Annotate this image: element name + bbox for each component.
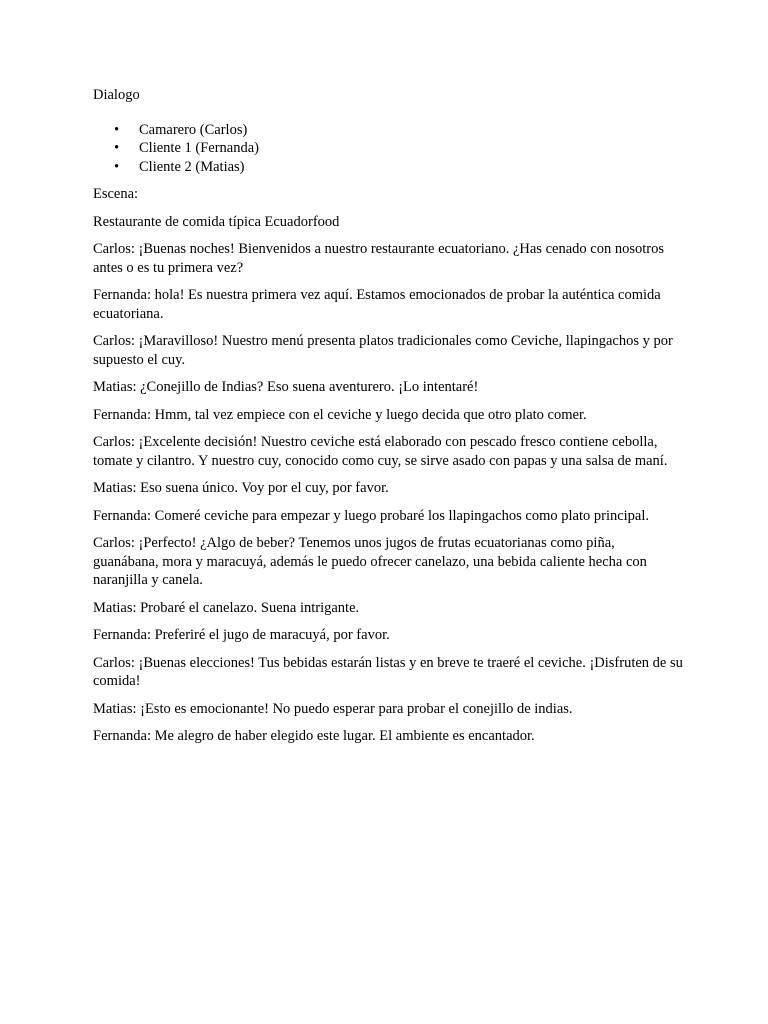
dialogue-line: Matias: Probaré el canelazo. Suena intrigante.	[93, 599, 360, 616]
dialogue-line: Fernanda: Comeré ceviche para empezar y luego probaré los llapingachos como plato principal.	[93, 507, 650, 524]
bullet-icon: •	[114, 158, 120, 175]
dialogue-line: Carlos: ¡Excelente decisión! Nuestro ceviche está elaborado con pescado fresco contiene cebolla, tomate y cilantro. Y nuestro cuy, conocido como cuy, se sirve asado con papas y una salsa de maní.	[93, 434, 668, 469]
dialogue-line: Fernanda: Preferiré el jugo de maracuyá, por favor.	[93, 627, 390, 643]
dialogue-line: Carlos: ¡Buenas noches! Bienvenidos a nuestro restaurante ecuatoriano. ¿Has cenado con nosotros antes o es tu primera vez?	[93, 241, 664, 276]
document-body	[93, 86, 683, 755]
dialogue-line: Carlos: ¡Buenas elecciones! Tus bebidas estarán listas y en breve te traeré el ceviche. ¡Disfruten de su comida!	[93, 654, 683, 689]
scene-label: Escena:	[93, 186, 139, 202]
dialogue-line: Matias: ¡Esto es emocionante! No puedo esperar para probar el conejillo de indias.	[93, 700, 573, 717]
dialogue-line: Carlos: ¡Perfecto! ¿Algo de beber? Tenemos unos jugos de frutas ecuatorianas como piña, guanábana, mora y maracuyá, además le puedo ofrecer canelazo, una bebida caliente hecha con naranjilla y canela.	[93, 535, 647, 588]
character-list	[93, 121, 683, 177]
bullet-icon: •	[114, 140, 120, 156]
document-title: Dialogo	[93, 87, 140, 103]
dialogue-line: Fernanda: Hmm, tal vez empiece con el ceviche y luego decida que otro plato comer.	[93, 406, 587, 423]
list-item	[93, 139, 683, 158]
scene-description: Restaurante de comida típica Ecuadorfood	[93, 213, 340, 230]
character-name: Cliente 1 (Fernanda)	[139, 140, 259, 156]
dialogue-line: Matias: ¿Conejillo de Indias? Eso suena aventurero. ¡Lo intentaré!	[93, 379, 479, 395]
dialogue-line: Fernanda: hola! Es nuestra primera vez aquí. Estamos emocionados de probar la auténtica comida ecuatoriana.	[93, 287, 661, 322]
dialogue-line: Carlos: ¡Maravilloso! Nuestro menú presenta platos tradicionales como Ceviche, llapingachos y por supuesto el cuy.	[93, 333, 673, 368]
list-item	[93, 158, 683, 177]
list-item	[93, 121, 683, 140]
dialogue-line: Fernanda: Me alegro de haber elegido este lugar. El ambiente es encantador.	[93, 728, 535, 744]
bullet-icon: •	[114, 121, 120, 138]
dialogue-line: Matias: Eso suena único. Voy por el cuy, por favor.	[93, 480, 389, 496]
character-name: Camarero (Carlos)	[139, 121, 248, 138]
character-name: Cliente 2 (Matias)	[139, 158, 245, 175]
